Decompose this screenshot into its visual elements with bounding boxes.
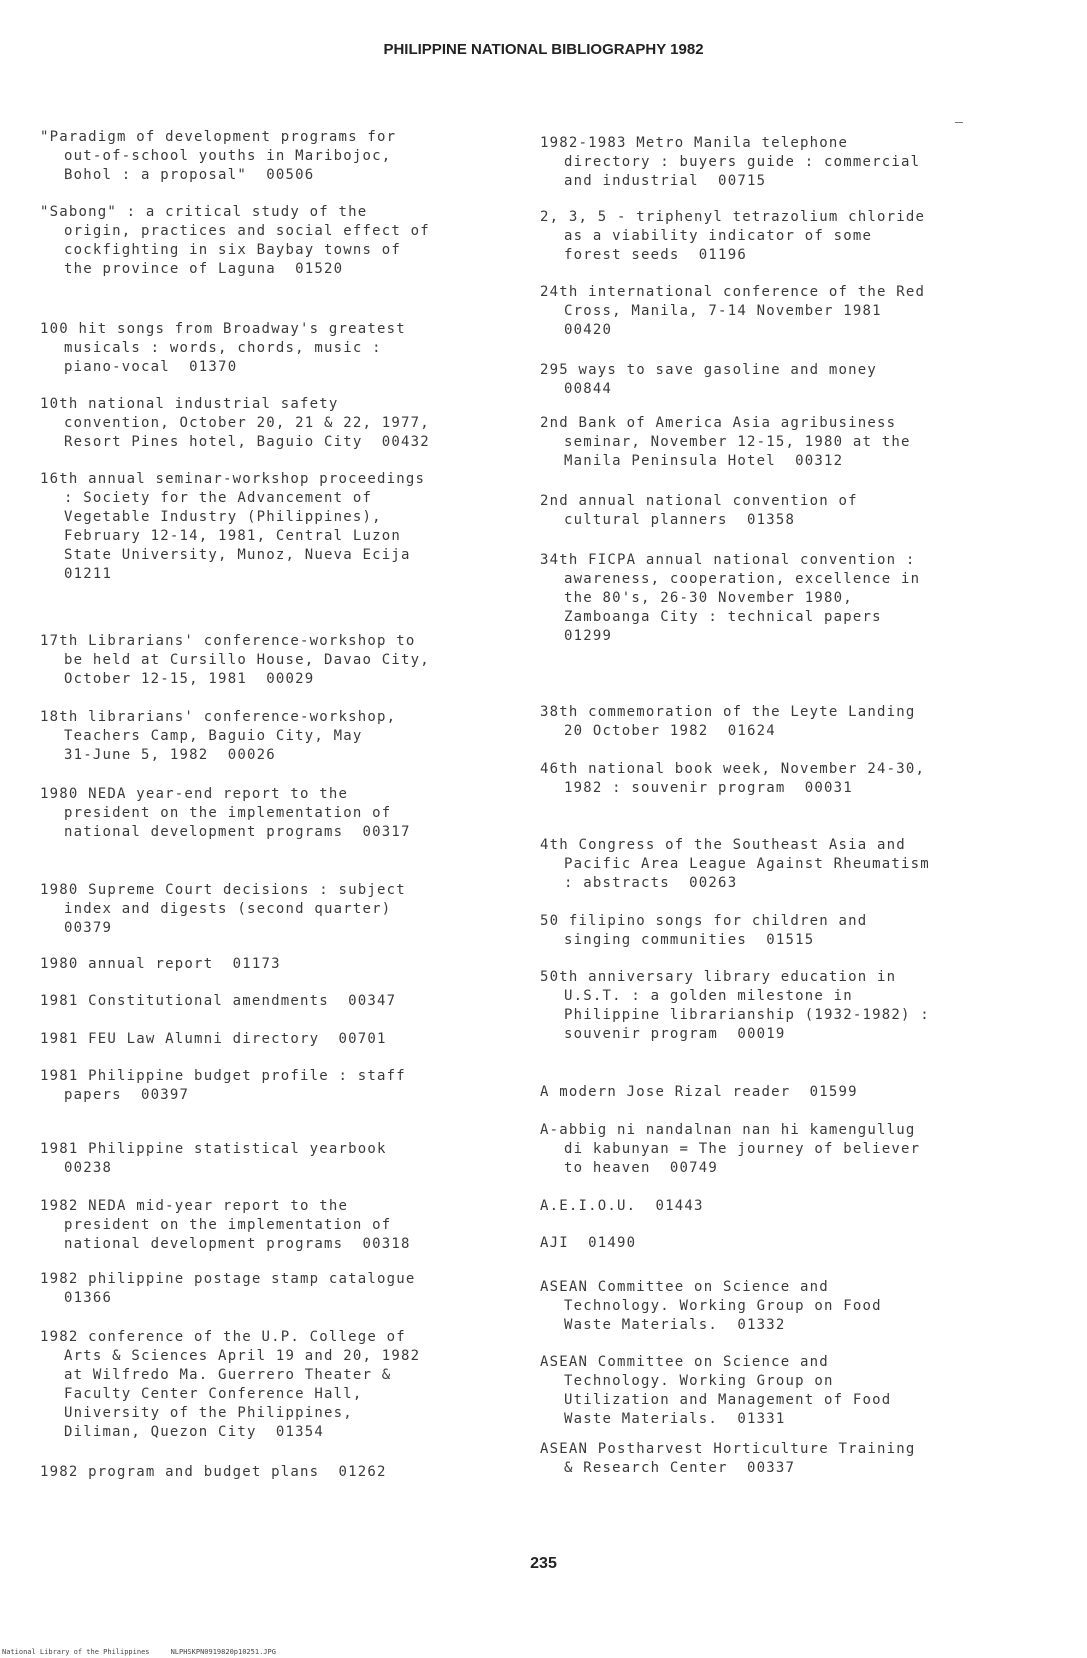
entry-line: 1980 annual report 01173 (40, 956, 281, 972)
entry-line: 00844 (564, 381, 613, 397)
bibliography-entry (40, 785, 510, 842)
bibliography-entry (40, 1270, 510, 1308)
entry-line: Waste Materials. 01332 (564, 1317, 786, 1333)
entry-line: State University, Munoz, Nueva Ecija (64, 547, 411, 563)
entry-line: 1982 conference of the U.P. College of (40, 1329, 406, 1345)
bibliography-entry (40, 320, 510, 377)
entry-line: Faculty Center Conference Hall, (64, 1386, 363, 1402)
bibliography-entry (540, 1197, 1010, 1216)
entry-line: AJI 01490 (540, 1235, 637, 1251)
entry-line: 1981 Philippine statistical yearbook (40, 1141, 387, 1157)
entry-line: papers 00397 (64, 1087, 190, 1103)
bibliography-entry (540, 551, 1010, 646)
entry-line: 2nd annual national convention of (540, 493, 858, 509)
bibliography-entry (540, 1234, 1010, 1253)
entry-line: index and digests (second quarter) (64, 901, 392, 917)
entry-line: 01366 (64, 1290, 113, 1306)
entry-line: Utilization and Management of Food (564, 1392, 892, 1408)
bibliography-entry (40, 955, 510, 974)
entry-line: 16th annual seminar-workshop proceedings (40, 471, 426, 487)
entry-line: Zamboanga City : technical papers (564, 609, 882, 625)
entry-line: 31-June 5, 1982 00026 (64, 747, 276, 763)
entry-line: be held at Cursillo House, Davao City, (64, 652, 430, 668)
entry-line: University of the Philippines, (64, 1405, 353, 1421)
entry-line: 18th librarians' conference-workshop, (40, 709, 397, 725)
entry-line: U.S.T. : a golden milestone in (564, 988, 853, 1004)
entry-line: "Paradigm of development programs for (40, 129, 397, 145)
bibliography-entry (540, 492, 1010, 530)
entry-line: national development programs 00318 (64, 1236, 411, 1252)
entry-line: 00238 (64, 1160, 113, 1176)
bibliography-entry (40, 203, 510, 279)
entry-line: 1982 NEDA mid-year report to the (40, 1198, 349, 1214)
scan-mark (955, 122, 963, 123)
bibliography-entry (40, 992, 510, 1011)
entry-line: Resort Pines hotel, Baguio City 00432 (64, 434, 430, 450)
entry-line: president on the implementation of (64, 805, 392, 821)
entry-line: directory : buyers guide : commercial (564, 154, 921, 170)
entry-line: 00420 (564, 322, 613, 338)
entry-line: A.E.I.O.U. 01443 (540, 1198, 704, 1214)
bibliography-entry (540, 1278, 1010, 1335)
bibliography-entry (40, 1197, 510, 1254)
entry-line: musicals : words, chords, music : (64, 340, 382, 356)
bibliography-entry (40, 632, 510, 689)
entry-line: 17th Librarians' conference-workshop to (40, 633, 416, 649)
entry-line: 20 October 1982 01624 (564, 723, 776, 739)
entry-line: at Wilfredo Ma. Guerrero Theater & (64, 1367, 392, 1383)
entry-line: Vegetable Industry (Philippines), (64, 509, 382, 525)
entry-line: 1982-1983 Metro Manila telephone (540, 135, 849, 151)
entry-line: and industrial 00715 (564, 173, 767, 189)
entry-line: 01299 (564, 628, 613, 644)
entry-line: president on the implementation of (64, 1217, 392, 1233)
bibliography-entry (540, 1121, 1010, 1178)
bibliography-entry (40, 1067, 510, 1105)
entry-line: Technology. Working Group on (564, 1373, 834, 1389)
entry-line: 1980 NEDA year-end report to the (40, 786, 349, 802)
entry-line: Arts & Sciences April 19 and 20, 1982 (64, 1348, 421, 1364)
entry-line: Diliman, Quezon City 01354 (64, 1424, 324, 1440)
entry-line: piano-vocal 01370 (64, 359, 238, 375)
bibliography-entry (540, 912, 1010, 950)
entry-line: Manila Peninsula Hotel 00312 (564, 453, 844, 469)
bibliography-entry (540, 283, 1010, 340)
entry-line: ASEAN Committee on Science and (540, 1279, 829, 1295)
entry-line: 1982 : souvenir program 00031 (564, 780, 853, 796)
entry-line: national development programs 00317 (64, 824, 411, 840)
entry-line: : abstracts 00263 (564, 875, 738, 891)
entry-line: 24th international conference of the Red (540, 284, 926, 300)
bibliography-entry (540, 836, 1010, 893)
bibliography-entry (540, 208, 1010, 265)
entry-line: Bohol : a proposal" 00506 (64, 167, 315, 183)
entry-line: 1981 Constitutional amendments 00347 (40, 993, 397, 1009)
entry-line: : Society for the Advancement of (64, 490, 373, 506)
bibliography-entry (40, 128, 510, 185)
entry-line: forest seeds 01196 (564, 247, 747, 263)
entry-line: cockfighting in six Baybay towns of (64, 242, 402, 258)
entry-line: Philippine librarianship (1932-1982) : (564, 1007, 930, 1023)
entry-line: 38th commemoration of the Leyte Landing (540, 704, 916, 720)
page-title: PHILIPPINE NATIONAL BIBLIOGRAPHY 1982 (383, 41, 704, 58)
entry-line: 2, 3, 5 - triphenyl tetrazolium chloride (540, 209, 926, 225)
entry-line: 46th national book week, November 24-30, (540, 761, 926, 777)
entry-line: 1982 program and budget plans 01262 (40, 1464, 387, 1480)
entry-line: 50 filipino songs for children and (540, 913, 868, 929)
entry-line: Waste Materials. 01331 (564, 1411, 786, 1427)
entry-line: 1981 FEU Law Alumni directory 00701 (40, 1031, 387, 1047)
bibliography-entry (540, 760, 1010, 798)
bibliography-entry (40, 881, 510, 938)
bibliography-entry (540, 414, 1010, 471)
entry-line: seminar, November 12-15, 1980 at the (564, 434, 911, 450)
bibliography-entry (40, 1140, 510, 1178)
entry-line: ASEAN Committee on Science and (540, 1354, 829, 1370)
footer-credit: National Library of the Philippines NLPHSKPN0919820p10251.JPG (2, 1648, 276, 1656)
entry-line: February 12-14, 1981, Central Luzon (64, 528, 402, 544)
bibliography-entry (540, 1353, 1010, 1429)
entry-line: convention, October 20, 21 & 22, 1977, (64, 415, 430, 431)
entry-line: Pacific Area League Against Rheumatism (564, 856, 930, 872)
entry-line: 295 ways to save gasoline and money (540, 362, 878, 378)
entry-line: Teachers Camp, Baguio City, May (64, 728, 363, 744)
bibliography-entry (40, 470, 510, 584)
entry-line: 01211 (64, 566, 113, 582)
bibliography-entry (40, 395, 510, 452)
entry-line: Cross, Manila, 7-14 November 1981 (564, 303, 882, 319)
entry-line: awareness, cooperation, excellence in (564, 571, 921, 587)
entry-line: Technology. Working Group on Food (564, 1298, 882, 1314)
entry-line: to heaven 00749 (564, 1160, 719, 1176)
entry-line: the 80's, 26-30 November 1980, (564, 590, 853, 606)
entry-line: 4th Congress of the Southeast Asia and (540, 837, 906, 853)
bibliography-entry (540, 1083, 1010, 1102)
entry-line: 1981 Philippine budget profile : staff (40, 1068, 406, 1084)
bibliography-entry (40, 708, 510, 765)
bibliography-entry (40, 1463, 510, 1482)
entry-line: 1982 philippine postage stamp catalogue (40, 1271, 416, 1287)
entry-line: origin, practices and social effect of (64, 223, 430, 239)
entry-line: di kabunyan = The journey of believer (564, 1141, 921, 1157)
entry-line: souvenir program 00019 (564, 1026, 786, 1042)
bibliography-entry (540, 968, 1010, 1044)
entry-line: 10th national industrial safety (40, 396, 339, 412)
entry-line: A modern Jose Rizal reader 01599 (540, 1084, 858, 1100)
entry-line: 100 hit songs from Broadway's greatest (40, 321, 406, 337)
entry-line: ASEAN Postharvest Horticulture Training (540, 1441, 916, 1457)
bibliography-entry (40, 1030, 510, 1049)
entry-line: 00379 (64, 920, 113, 936)
bibliography-entry (540, 703, 1010, 741)
entry-line: A-abbig ni nandalnan nan hi kamengullug (540, 1122, 916, 1138)
bibliography-entry (40, 1328, 510, 1442)
entry-line: singing communities 01515 (564, 932, 815, 948)
entry-line: as a viability indicator of some (564, 228, 873, 244)
entry-line: 50th anniversary library education in (540, 969, 897, 985)
entry-line: cultural planners 01358 (564, 512, 796, 528)
bibliography-entry (540, 1440, 1010, 1478)
entry-line: & Research Center 00337 (564, 1460, 796, 1476)
page-number: 235 (530, 1555, 557, 1572)
bibliography-entry (540, 134, 1010, 191)
entry-line: October 12-15, 1981 00029 (64, 671, 315, 687)
entry-line: 1980 Supreme Court decisions : subject (40, 882, 406, 898)
entry-line: "Sabong" : a critical study of the (40, 204, 368, 220)
bibliography-entry (540, 361, 1010, 399)
entry-line: 34th FICPA annual national convention : (540, 552, 916, 568)
entry-line: 2nd Bank of America Asia agribusiness (540, 415, 897, 431)
entry-line: out-of-school youths in Maribojoc, (64, 148, 392, 164)
entry-line: the province of Laguna 01520 (64, 261, 344, 277)
